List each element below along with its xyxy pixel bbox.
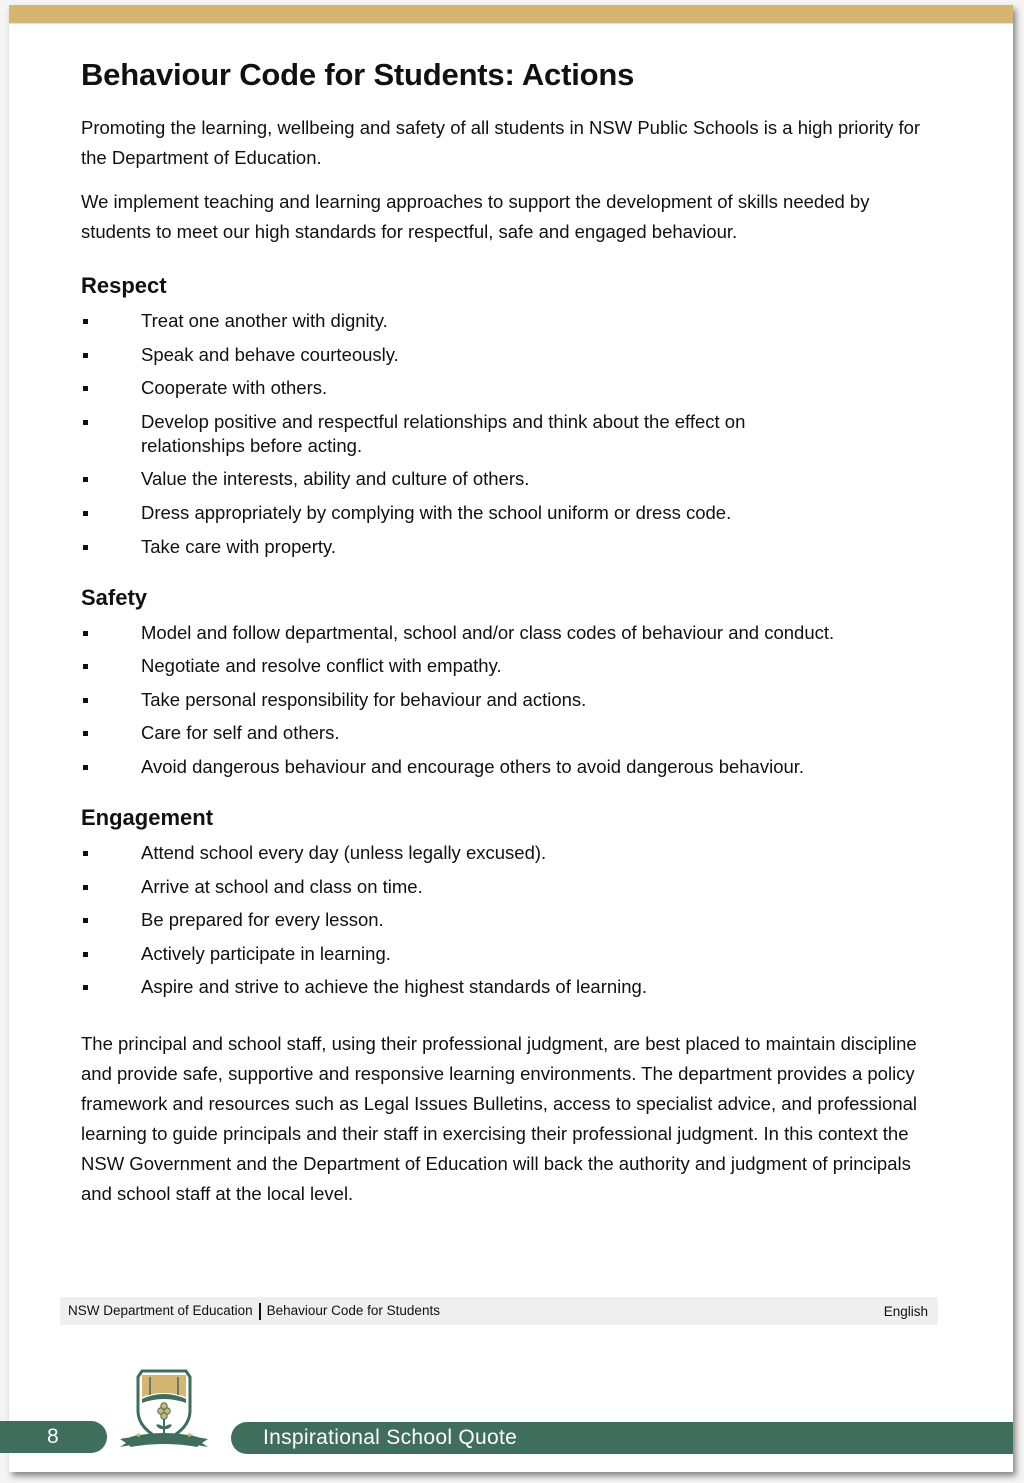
bullet-icon <box>83 511 88 516</box>
list-item: Take care with property. <box>81 535 931 559</box>
bullet-icon <box>83 631 88 636</box>
bullet-icon <box>83 664 88 669</box>
bullet-icon <box>83 698 88 703</box>
list-item: Arrive at school and class on time. <box>81 875 931 899</box>
list-item: Speak and behave courteously. <box>81 343 931 367</box>
bullet-icon <box>83 985 88 990</box>
school-quote-banner <box>231 1422 1013 1454</box>
intro-paragraph-1: Promoting the learning, wellbeing and safety of all students in NSW Public Schools is a high priority for the Department of Education. <box>81 117 921 168</box>
bullet-icon <box>83 765 88 770</box>
bullet-icon <box>83 353 88 358</box>
engagement-list <box>81 841 931 999</box>
list-item: Negotiate and resolve conflict with empathy. <box>81 654 931 678</box>
list-item: Avoid dangerous behaviour and encourage others to avoid dangerous behaviour. <box>81 755 931 779</box>
intro-paragraph-2: We implement teaching and learning approaches to support the development of skills needed by students to meet our high standards for respectful, safe and engaged behaviour. <box>81 191 870 242</box>
bullet-icon <box>83 545 88 550</box>
bullet-icon <box>83 731 88 736</box>
list-item: Model and follow departmental, school and/or class codes of behaviour and conduct. <box>81 621 931 645</box>
school-quote: Inspirational School Quote <box>263 1426 518 1449</box>
footer-organisation: NSW Department of Education <box>68 1303 253 1319</box>
list-item: Aspire and strive to achieve the highest standards of learning. <box>81 975 931 999</box>
section-heading-engagement: Engagement <box>81 804 214 830</box>
list-item: Care for self and others. <box>81 721 931 745</box>
list-item: Treat one another with dignity. <box>81 309 931 333</box>
list-item: Be prepared for every lesson. <box>81 908 931 932</box>
page-number: 8 <box>47 1425 59 1448</box>
document-footer <box>60 1297 938 1325</box>
bullet-icon <box>83 918 88 923</box>
bullet-icon <box>83 952 88 957</box>
footer-document-title: Behaviour Code for Students <box>266 1303 440 1319</box>
list-item: Actively participate in learning. <box>81 942 931 966</box>
list-item: Take personal responsibility for behaviour and actions. <box>81 688 931 712</box>
list-item: Develop positive and respectful relationships and think about the effect on relationships before acting. <box>81 410 931 458</box>
bullet-icon <box>83 319 88 324</box>
respect-list <box>81 309 931 559</box>
page-number-badge <box>0 1421 107 1453</box>
list-item: Attend school every day (unless legally excused). <box>81 841 931 865</box>
list-item: Dress appropriately by complying with the school uniform or dress code. <box>81 501 931 525</box>
footer-language: English <box>883 1304 928 1319</box>
section-heading-safety: Safety <box>81 584 148 610</box>
section-heading-respect: Respect <box>81 273 167 298</box>
bullet-icon <box>83 885 88 890</box>
document-page <box>9 5 1013 1472</box>
school-crest-icon <box>114 1367 214 1455</box>
bullet-icon <box>83 477 88 482</box>
safety-list <box>81 621 931 779</box>
page-content <box>81 57 931 1223</box>
list-item: Cooperate with others. <box>81 376 931 400</box>
bullet-icon <box>83 386 88 391</box>
page-title: Behaviour Code for Students: Actions <box>81 57 635 92</box>
bullet-icon <box>83 851 88 856</box>
footer-divider <box>259 1303 261 1320</box>
closing-paragraph: The principal and school staff, using their professional judgment, are best placed to maintain discipline and provide safe, supportive and responsive learning environments. The department provides a policy framework and resources such as Legal Issues Bulletins, access to specialist advice, and professional learning to guide principals and their staff in exercising their professional judgment. In this context the NSW Government and the Department of Education will back the authority and judgment of principals and school staff at the local level. <box>81 1033 918 1205</box>
bullet-icon <box>83 420 88 425</box>
header-accent-bar <box>9 5 1013 24</box>
list-item: Value the interests, ability and culture of others. <box>81 467 931 491</box>
